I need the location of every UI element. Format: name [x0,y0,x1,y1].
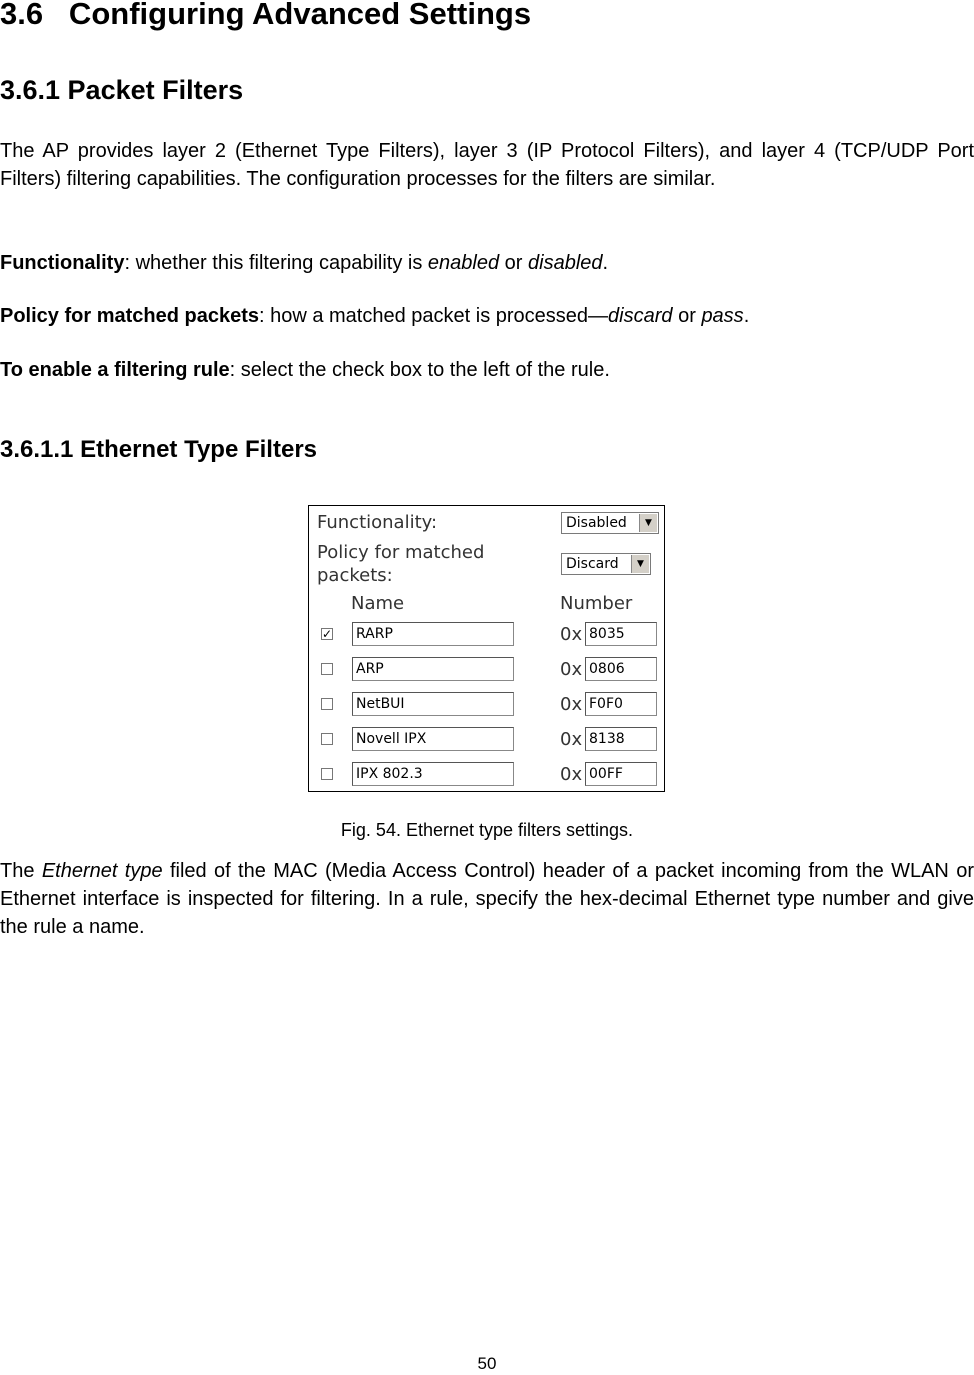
rule-checkbox[interactable] [321,768,333,780]
functionality-select[interactable] [561,512,659,534]
number-column-header: Number [560,593,633,614]
rule-checkbox[interactable] [321,698,333,710]
policy-label-line2: packets: [317,565,393,586]
functionality-definition [0,249,974,277]
rule-checkbox[interactable] [321,663,333,675]
hex-prefix: 0x [560,624,583,645]
rule-checkbox[interactable] [321,733,333,745]
enabled-term: enabled [427,252,500,274]
rule-name-input[interactable]: RARP [352,622,514,646]
rule-number-input[interactable]: 0806 [585,657,657,681]
rule-name-input[interactable]: ARP [352,657,514,681]
rule-name-input[interactable]: NetBUI [352,692,514,716]
intro-paragraph: The AP provides layer 2 (Ethernet Type Filters), layer 3 (IP Protocol Filters), and layer 4 (TCP/UDP Port Filters) filtering capabilities. The configuration processes for the filters are similar. [0,140,974,190]
functionality-select-value: Disabled [566,515,627,531]
functionality-text: : whether this filtering capability is [124,252,428,274]
figure-caption: Fig. 54. Ethernet type filters settings. [340,820,634,840]
hex-prefix: 0x [560,659,583,680]
body-text-start: The [0,860,42,882]
functionality-label: Functionality: [317,512,438,533]
rule-name-input[interactable]: IPX 802.3 [352,762,514,786]
policy-term: Policy for matched packets [0,305,259,327]
subsection-heading: 3.6.1 Packet Filters [0,75,244,105]
policy-text: : how a matched packet is processed— [258,305,609,327]
or-text: or [672,305,702,327]
enable-rule-definition [0,356,974,384]
disabled-term: disabled [528,252,603,274]
enable-rule-text: : select the check box to the left of the rule. [229,359,610,381]
rule-checkbox[interactable]: ✓ [322,627,333,641]
rule-number-input[interactable]: 8138 [585,727,657,751]
name-column-header: Name [351,593,405,614]
functionality-term: Functionality [0,252,125,274]
subsubsection-heading: 3.6.1.1 Ethernet Type Filters [0,436,318,463]
rule-number-input[interactable]: 00FF [585,762,657,786]
hex-prefix: 0x [560,764,583,785]
period: . [602,252,609,274]
ethernet-filter-figure [308,505,665,792]
hex-prefix: 0x [560,729,583,750]
pass-term: pass [701,305,744,327]
chevron-down-icon[interactable]: ▼ [631,555,649,573]
period: . [743,305,750,327]
chevron-down-icon[interactable]: ▼ [639,514,657,532]
policy-select[interactable] [561,553,651,575]
policy-label-line1: Policy for matched [317,542,485,563]
enable-rule-term: To enable a filtering rule [0,359,230,381]
policy-definition [0,302,974,330]
rule-number-input[interactable]: F0F0 [585,692,657,716]
rule-number-input[interactable]: 8035 [585,622,657,646]
body-text-rest: filed of the MAC (Media Access Control) header of a packet incoming from the WLAN or Ethernet interface is inspected for filtering. In a rule, specify the hex-decimal Ethernet type number and give the rule a name. [0,860,974,938]
body-paragraph [0,857,974,941]
hex-prefix: 0x [560,694,583,715]
ethernet-type-term: Ethernet type [41,860,163,882]
rule-name-input[interactable]: Novell IPX [352,727,514,751]
policy-select-value: Discard [566,556,619,572]
discard-term: discard [608,305,673,327]
section-heading: 3.6 Configuring Advanced Settings [0,0,532,31]
or-text: or [499,252,529,274]
page-number: 50 [477,1354,497,1373]
